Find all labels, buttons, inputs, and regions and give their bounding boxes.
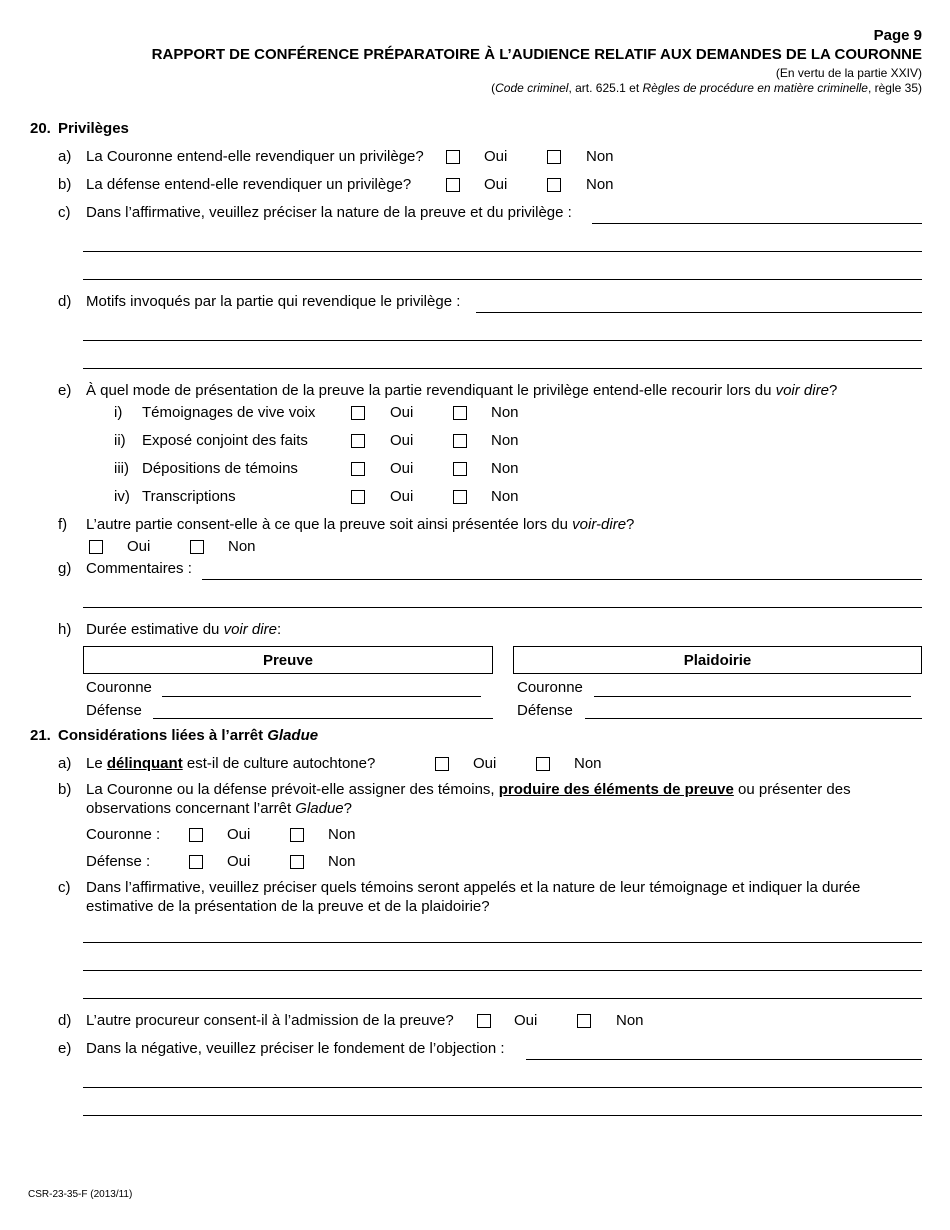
question-21e: Dans la négative, veuillez préciser le fondement de l’objection :	[86, 1040, 505, 1057]
preuve-header: Preuve	[83, 646, 493, 674]
label-21a-oui: Oui	[473, 755, 497, 772]
plaidoirie-defense-label: Défense	[517, 702, 573, 719]
form-code: CSR-23-35-F (2013/11)	[28, 1189, 133, 1200]
label-20f-non: Non	[228, 538, 256, 555]
answer-line-20g-1[interactable]	[202, 579, 922, 580]
label-20e-iii-oui: Oui	[390, 460, 414, 477]
checkbox-21b-defense-oui[interactable]	[189, 855, 203, 869]
checkbox-21a-oui[interactable]	[435, 757, 449, 771]
checkbox-20e-iii-oui[interactable]	[351, 462, 365, 476]
plaidoirie-defense-line[interactable]	[585, 718, 922, 719]
plaidoirie-couronne-line[interactable]	[594, 696, 911, 697]
checkbox-21b-couronne-non[interactable]	[290, 828, 304, 842]
checkbox-21d-non[interactable]	[577, 1014, 591, 1028]
plaidoirie-couronne-label: Couronne	[517, 679, 583, 696]
checkbox-20b-oui[interactable]	[446, 178, 460, 192]
label-20e-iii-non: Non	[491, 460, 519, 477]
preuve-defense-line[interactable]	[153, 718, 493, 719]
label-21b-defense-non: Non	[328, 853, 356, 870]
label-21b-defense-oui: Oui	[227, 853, 251, 870]
question-21b-line1: La Couronne ou la défense prévoit-elle assigner des témoins, produire des éléments de preuve ou présenter des	[86, 781, 851, 798]
answer-line-20d-3[interactable]	[83, 368, 922, 369]
page-number: Page 9	[873, 27, 922, 44]
item-20e-iv-mark: iv)	[114, 488, 130, 505]
item-20g-mark: g)	[58, 560, 72, 577]
label-20e-i-non: Non	[491, 404, 519, 421]
answer-line-21c-1[interactable]	[83, 942, 922, 943]
answer-line-21e-1[interactable]	[526, 1059, 922, 1060]
option-20e-iii-label: Dépositions de témoins	[142, 460, 298, 477]
answer-line-21e-2[interactable]	[83, 1087, 922, 1088]
answer-line-21c-2[interactable]	[83, 970, 922, 971]
item-20d-mark: d)	[58, 293, 72, 310]
label-20a-non: Non	[586, 148, 614, 165]
checkbox-21d-oui[interactable]	[477, 1014, 491, 1028]
label-20e-ii-oui: Oui	[390, 432, 414, 449]
label-21d-non: Non	[616, 1012, 644, 1029]
question-21c-line2: estimative de la présentation de la preuve et de la plaidoirie?	[86, 898, 490, 915]
checkbox-21b-couronne-oui[interactable]	[189, 828, 203, 842]
checkbox-20e-iv-non[interactable]	[453, 490, 467, 504]
answer-line-20c-2[interactable]	[83, 251, 922, 252]
question-20d: Motifs invoqués par la partie qui revendique le privilège :	[86, 293, 461, 310]
item-20a-mark: a)	[58, 148, 72, 165]
label-20e-ii-non: Non	[491, 432, 519, 449]
answer-line-20c-3[interactable]	[83, 279, 922, 280]
item-20f-mark: f)	[58, 516, 68, 533]
checkbox-20e-iv-oui[interactable]	[351, 490, 365, 504]
couronne-label-21b: Couronne :	[86, 826, 161, 843]
item-21c-mark: c)	[58, 879, 71, 896]
question-20g: Commentaires :	[86, 560, 192, 577]
item-20e-iii-mark: iii)	[114, 460, 129, 477]
question-21c-line1: Dans l’affirmative, veuillez préciser quels témoins seront appelés et la nature de leur témoignage et indiquer la durée	[86, 879, 861, 896]
checkbox-21a-non[interactable]	[536, 757, 550, 771]
question-20f: L’autre partie consent-elle à ce que la preuve soit ainsi présentée lors du voir-dire?	[86, 516, 635, 533]
label-21a-non: Non	[574, 755, 602, 772]
preuve-defense-label: Défense	[86, 702, 142, 719]
question-20e: À quel mode de présentation de la preuve la partie revendiquant le privilège entend-elle recourir lors du voir dire?	[86, 382, 838, 399]
item-21d-mark: d)	[58, 1012, 72, 1029]
checkbox-20f-non[interactable]	[190, 540, 204, 554]
label-20a-oui: Oui	[484, 148, 508, 165]
checkbox-20e-ii-oui[interactable]	[351, 434, 365, 448]
checkbox-20a-oui[interactable]	[446, 150, 460, 164]
authority-note: (En vertu de la partie XXIV)	[775, 66, 922, 80]
checkbox-20e-iii-non[interactable]	[453, 462, 467, 476]
answer-line-20c-1[interactable]	[592, 223, 922, 224]
item-20e-i-mark: i)	[114, 404, 123, 421]
label-20e-iv-non: Non	[491, 488, 519, 505]
question-21b-line2: observations concernant l’arrêt Gladue?	[86, 800, 352, 817]
item-20e-mark: e)	[58, 382, 72, 399]
question-21a: Le délinquant est-il de culture autochtone?	[86, 755, 376, 772]
option-20e-ii-label: Exposé conjoint des faits	[142, 432, 308, 449]
item-21b-mark: b)	[58, 781, 72, 798]
label-20b-non: Non	[586, 176, 614, 193]
answer-line-20d-2[interactable]	[83, 340, 922, 341]
answer-line-21e-3[interactable]	[83, 1115, 922, 1116]
label-21b-couronne-oui: Oui	[227, 826, 251, 843]
checkbox-20e-i-oui[interactable]	[351, 406, 365, 420]
question-20c: Dans l’affirmative, veuillez préciser la nature de la preuve et du privilège :	[86, 204, 572, 221]
label-20f-oui: Oui	[127, 538, 151, 555]
label-21d-oui: Oui	[514, 1012, 538, 1029]
checkbox-20a-non[interactable]	[547, 150, 561, 164]
section-20-number: 20.	[30, 120, 51, 137]
section-21-number: 21.	[30, 727, 51, 744]
label-21b-couronne-non: Non	[328, 826, 356, 843]
option-20e-i-label: Témoignages de vive voix	[142, 404, 316, 421]
preuve-couronne-line[interactable]	[162, 696, 481, 697]
answer-line-20d-1[interactable]	[476, 312, 922, 313]
item-20c-mark: c)	[58, 204, 71, 221]
item-20b-mark: b)	[58, 176, 72, 193]
item-20e-ii-mark: ii)	[114, 432, 126, 449]
checkbox-20e-i-non[interactable]	[453, 406, 467, 420]
preuve-couronne-label: Couronne	[86, 679, 152, 696]
section-20-title: Privilèges	[58, 120, 129, 137]
plaidoirie-header: Plaidoirie	[513, 646, 922, 674]
checkbox-20e-ii-non[interactable]	[453, 434, 467, 448]
checkbox-20b-non[interactable]	[547, 178, 561, 192]
defense-label-21b: Défense :	[86, 853, 151, 870]
option-20e-iv-label: Transcriptions	[142, 488, 236, 505]
item-20h-mark: h)	[58, 621, 72, 638]
form-title: RAPPORT DE CONFÉRENCE PRÉPARATOIRE À L’AUDIENCE RELATIF AUX DEMANDES DE LA COURONNE	[151, 46, 922, 63]
legal-reference: (Code criminel, art. 625.1 et Règles de procédure en matière criminelle, règle 35)	[491, 81, 922, 95]
item-21a-mark: a)	[58, 755, 72, 772]
answer-line-20g-2[interactable]	[83, 607, 922, 608]
question-21d: L’autre procureur consent-il à l’admission de la preuve?	[86, 1012, 454, 1029]
label-20e-i-oui: Oui	[390, 404, 414, 421]
question-20h: Durée estimative du voir dire:	[86, 621, 282, 638]
question-20b: La défense entend-elle revendiquer un privilège?	[86, 176, 412, 193]
label-20e-iv-oui: Oui	[390, 488, 414, 505]
section-21-title: Considérations liées à l’arrêt Gladue	[58, 727, 319, 744]
checkbox-20f-oui[interactable]	[89, 540, 103, 554]
answer-line-21c-3[interactable]	[83, 998, 922, 999]
label-20b-oui: Oui	[484, 176, 508, 193]
item-21e-mark: e)	[58, 1040, 72, 1057]
checkbox-21b-defense-non[interactable]	[290, 855, 304, 869]
question-20a: La Couronne entend-elle revendiquer un privilège?	[86, 148, 424, 165]
